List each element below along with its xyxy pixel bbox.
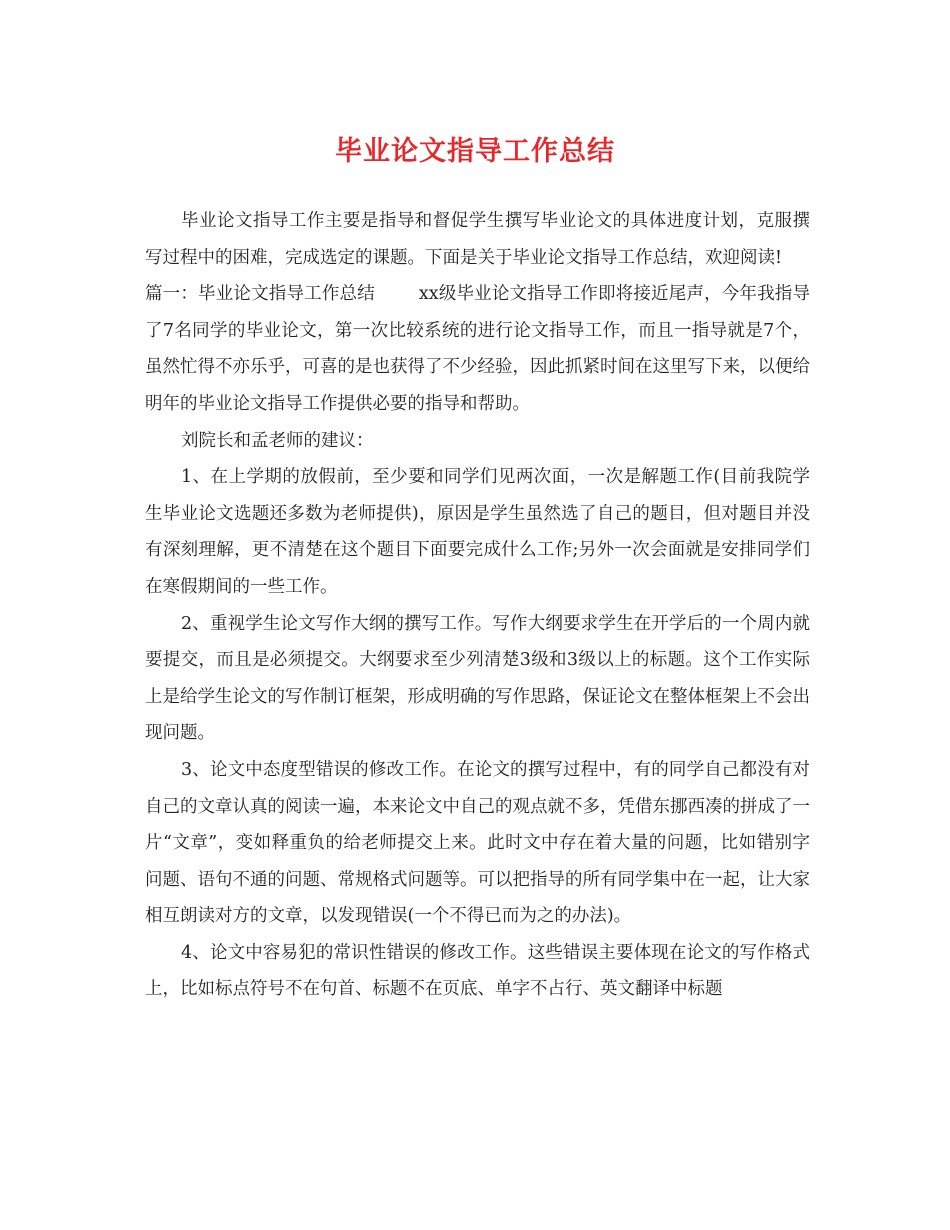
suggestion-item-1: 1、在上学期的放假前，至少要和同学们见两次面，一次是解题工作(目前我院学生毕业论文选题还多数为老师提供)，原因是学生虽然选了自己的题目，但对题目并没有深刻理解，更不清楚在这个题目下面要完成什么工作;另外一次会面就是安排同学们在寒假期间的一些工作。 — [145, 467, 810, 597]
suggestion-heading: 刘院长和孟老师的建议： — [181, 430, 374, 451]
suggestion-item-2: 2、重视学生论文写作大纲的撰写工作。写作大纲要求学生在开学后的一个周内就要提交，而且是必须提交。大纲要求至少列清楚3级和3级以上的标题。这个工作实际上是给学生论文的写作制订框架，形成明确的写作思路，保证论文在整体框架上不会出现问题。 — [145, 613, 810, 744]
section-heading: 篇一：毕业论文指导工作总结 — [145, 284, 375, 305]
document-body — [145, 203, 810, 1008]
suggestion-item-3: 3、论文中态度型错误的修改工作。在论文的撰写过程中，有的同学自己都没有对自己的文章认真的阅读一遍，本来论文中自己的观点就不多，凭借东挪西凑的拼成了一片“文章”，变如释重负的给老师提交上来。此时文中存在着大量的问题，比如错别字问题、语句不通的问题、常规格式问题等。可以把指导的所有同学集中在一起，让大家相互朗读对方的文章，以发现错误(一个不得已而为之的办法)。 — [145, 759, 810, 927]
intro-paragraph: 毕业论文指导工作主要是指导和督促学生撰写毕业论文的具体进度计划，克服撰写过程中的困难，完成选定的课题。下面是关于毕业论文指导工作总结，欢迎阅读! — [145, 211, 810, 268]
document-title: 毕业论文指导工作总结 — [335, 136, 615, 167]
section-text: xx级毕业论文指导工作即将接近尾声，今年我指导了7名同学的毕业论文，第一次比较系统的进行论文指导工作，而且一指导就是7个，虽然忙得不亦乐乎，可喜的是也获得了不少经验，因此抓紧时间在这里写下来，以便给明年的毕业论文指导工作提供必要的指导和帮助。 — [145, 284, 810, 414]
section-one-paragraph — [145, 276, 810, 422]
suggestion-item-4: 4、论文中容易犯的常识性错误的修改工作。这些错误主要体现在论文的写作格式上，比如标点符号不在句首、标题不在页底、单字不占行、英文翻译中标题 — [145, 942, 810, 1000]
